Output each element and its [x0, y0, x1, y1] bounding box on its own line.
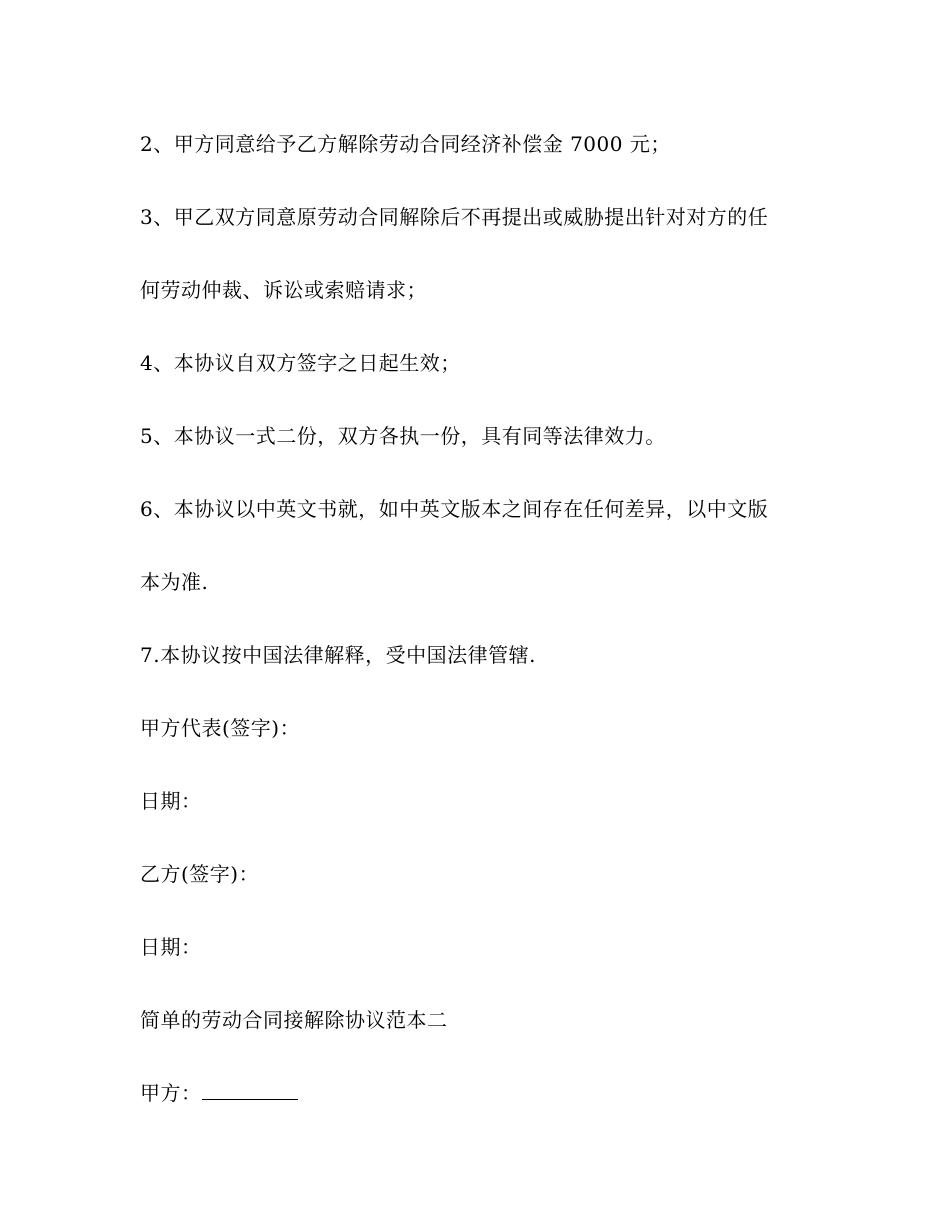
- party-b-date-label: 日期：: [140, 935, 202, 959]
- clause-3-line-1: 3、甲乙双方同意原劳动合同解除后不再提出或威胁提出针对对方的任: [140, 205, 769, 229]
- party-a-blank-line: [202, 1079, 298, 1100]
- party-a-signature-label: 甲方代表(签字)：: [140, 716, 301, 740]
- clause-2: 2、甲方同意给予乙方解除劳动合同经济补偿金 7000 元；: [140, 132, 671, 156]
- party-a-field: [140, 1079, 820, 1107]
- clause-6-line-2: 本为准.: [140, 570, 209, 594]
- party-a-date-label: 日期：: [140, 789, 202, 813]
- party-a-label: 甲方：: [140, 1081, 202, 1105]
- clause-4: 4、本协议自双方签字之日起生效；: [140, 351, 461, 375]
- clause-5: 5、本协议一式二份，双方各执一份，具有同等法律效力。: [140, 424, 666, 448]
- clause-6-line-1: 6、本协议以中英文书就，如中英文版本之间存在任何差异，以中文版: [140, 497, 769, 521]
- template-two-heading: 简单的劳动合同接解除协议范本二: [140, 1008, 448, 1032]
- clause-7: 7.本协议按中国法律解释，受中国法律管辖.: [140, 643, 536, 667]
- clause-3-line-2: 何劳动仲裁、诉讼或索赔请求；: [140, 278, 427, 302]
- party-b-signature-label: 乙方(签字)：: [140, 862, 260, 886]
